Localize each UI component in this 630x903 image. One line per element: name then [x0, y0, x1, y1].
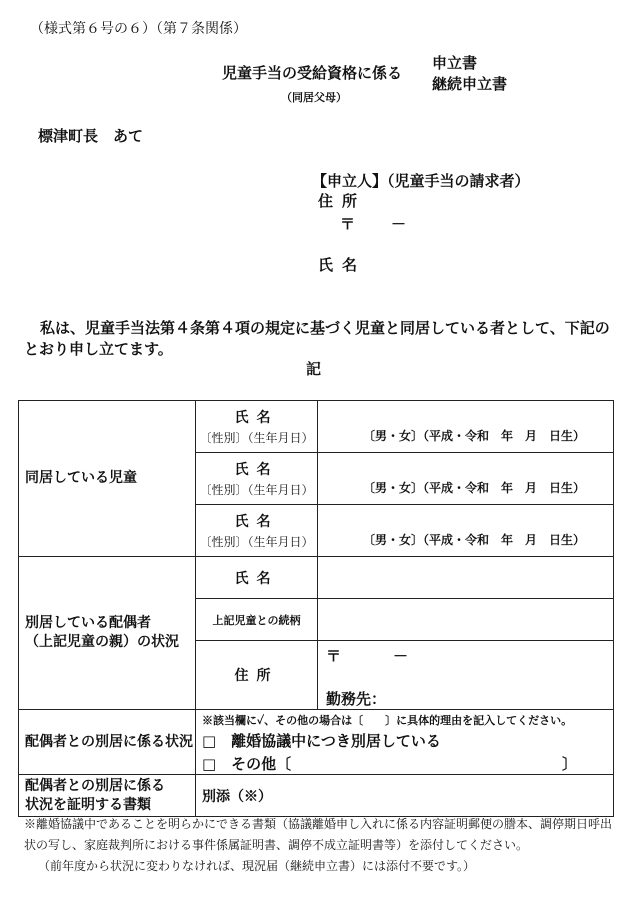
option-application: 申立書 [432, 54, 478, 72]
relationship-field[interactable] [318, 599, 614, 641]
postal-dash: － [391, 215, 407, 233]
addressee: 標津町長 あて [38, 127, 144, 145]
declaration-text: 私は、児童手当法第４条第４項の規定に基づく児童と同居している者として、下記のとおり申し立てます。 [24, 319, 610, 358]
proof-section-label: 配偶者との別居に係る 状況を証明する書類 [19, 775, 196, 817]
separation-note: ※該当欄に✓、その他の場合は〔 〕に具体的理由を記入してください。 [202, 714, 573, 727]
spouse-name-label: 氏名 [196, 557, 318, 599]
applicant-postal [340, 213, 406, 234]
applicant-address-label: 住所 [318, 192, 367, 210]
applicant-name-label: 氏名 [318, 256, 367, 274]
spouse-name-field[interactable] [318, 557, 614, 599]
option-other[interactable]: □ その他〔 〕 [202, 755, 577, 773]
document-title: 児童手当の受給資格に係る [222, 64, 403, 82]
footer-note-1: ※離婚協議中であることを明らかにできる書類（協議離婚申し入れに係る内容証明郵便の謄本、調停期日呼出状の写し、家庭裁判所における事件係属証明書、調停不成立証明書等）を添付してください。 [24, 817, 613, 852]
details-table [18, 400, 614, 817]
ki-heading: 記 [306, 360, 322, 378]
form-number: （様式第６号の６）（第７条関係） [30, 21, 247, 37]
document-subtitle: （同居父母） [281, 91, 347, 104]
children-section-label: 同居している児童 [19, 401, 196, 557]
proof-document-value: 別添（※） [196, 775, 614, 817]
postal-mark: 〒 [326, 647, 342, 665]
spouse-address-field[interactable] [318, 641, 614, 710]
separation-section-label: 配偶者との別居に係る状況 [19, 710, 196, 775]
spouse-section-label: 別居している配偶者 （上記児童の親）の状況 [19, 557, 196, 710]
child-2-gender-birth: 〔男・女〕（平成・令和 年 月 日生） [318, 453, 614, 505]
option-divorce-negotiation[interactable]: □ 離婚協議中につき別居している [202, 732, 441, 750]
child-3-gender-birth: 〔男・女〕（平成・令和 年 月 日生） [318, 505, 614, 557]
child-3-name-label: 氏名 〔性別〕（生年月日） [196, 505, 318, 557]
applicant-heading: 【申立人】（児童手当の請求者） [312, 172, 530, 190]
separation-status-cell [196, 710, 614, 775]
spouse-address-label: 住所 [196, 641, 318, 710]
postal-dash: － [393, 647, 409, 665]
footer-notes [24, 814, 614, 877]
child-2-name-label: 氏名 〔性別〕（生年月日） [196, 453, 318, 505]
child-1-name-label: 氏名 〔性別〕（生年月日） [196, 401, 318, 453]
relationship-label: 上記児童との続柄 [196, 599, 318, 641]
footer-note-2: （前年度から状況に変わりなければ、現況届（継続申立書）には添付不要です。） [38, 859, 476, 873]
option-continuing-application: 継続申立書 [432, 75, 508, 93]
postal-mark: 〒 [340, 215, 356, 233]
child-1-gender-birth: 〔男・女〕（平成・令和 年 月 日生） [318, 401, 614, 453]
workplace-label: 勤務先： [326, 690, 387, 708]
